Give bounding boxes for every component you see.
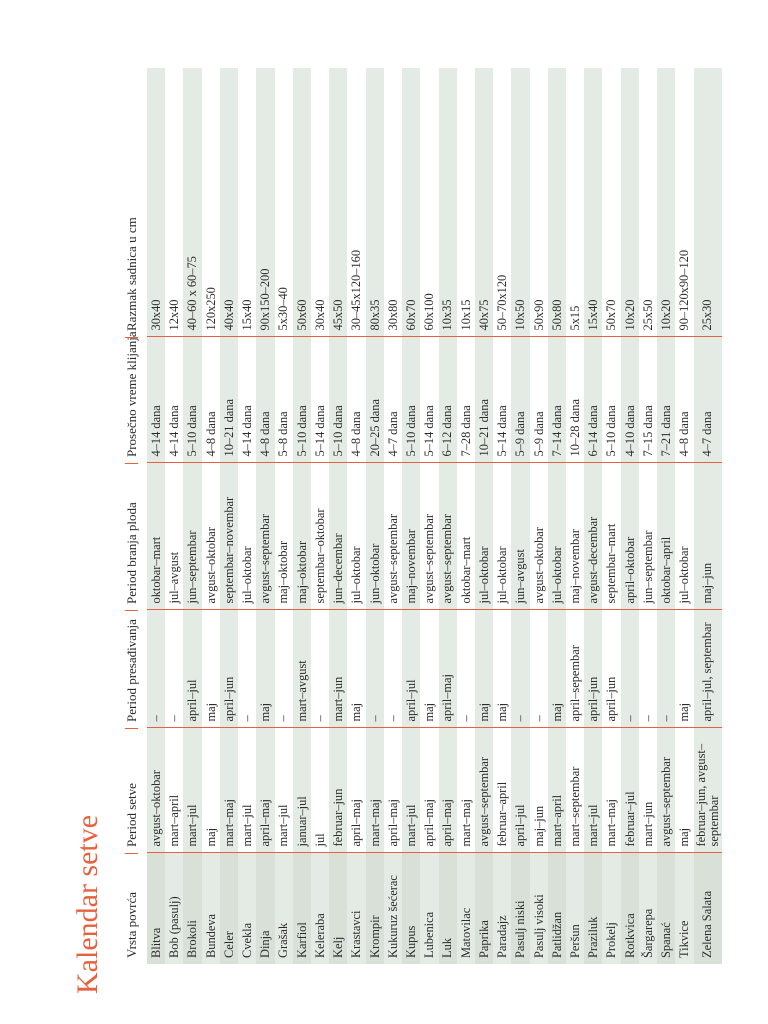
cell-harvest-period: jul–oktobar <box>548 463 566 610</box>
cell-plant-spacing: 120x250 <box>203 287 218 331</box>
cell-plant-spacing: 10x35 <box>439 68 457 337</box>
cell-sowing-period: avgust–septembar <box>657 728 675 853</box>
cell-germination-time: 4–14 dana <box>165 337 183 463</box>
cell-sowing-period: februar–jun <box>329 728 347 853</box>
cell-plant-spacing: 50x90 <box>531 299 546 331</box>
cell-sowing-period: mart–jul <box>402 728 420 853</box>
cell-vegetable-type: Grašak <box>275 853 293 964</box>
table-row <box>202 68 220 964</box>
cell-transplanting-period: – <box>511 610 529 728</box>
cell-plant-spacing: 10x15 <box>458 299 473 331</box>
cell-vegetable-type: Keleraba <box>311 853 329 964</box>
cell-transplanting-period: mart–jun <box>329 610 347 728</box>
cell-sowing-period: april–maj <box>384 728 402 853</box>
cell-harvest-period: avgust–septembar <box>256 463 274 610</box>
cell-transplanting-period: – <box>275 610 293 728</box>
cell-vegetable-type: Cvekla <box>238 853 256 964</box>
cell-germination-time: 4–8 dana <box>256 337 274 463</box>
header-harvest-period: Period branja ploda <box>116 463 147 610</box>
cell-transplanting-period: mart–avgust <box>293 610 311 728</box>
cell-sowing-period: februar–jul <box>621 728 639 853</box>
cell-plant-spacing: 40–60 x 60–75 <box>183 68 201 337</box>
cell-harvest-period: oktobar–mart <box>457 463 475 610</box>
cell-germination-time: 7–21 dana <box>657 337 675 463</box>
cell-harvest-period: jun–oktobar <box>366 463 384 610</box>
table-row <box>293 68 311 964</box>
cell-transplanting-period: maj <box>420 610 438 728</box>
cell-plant-spacing: 10x20 <box>621 68 639 337</box>
cell-germination-time: 10–21 dana <box>220 337 238 463</box>
table-row <box>165 68 183 964</box>
cell-harvest-period: jun–septembar <box>639 463 657 610</box>
cell-transplanting-period: april–maj <box>439 610 457 728</box>
cell-plant-spacing: 80x35 <box>366 68 384 337</box>
cell-plant-spacing: 40x75 <box>475 68 493 337</box>
cell-germination-time: 5–10 dana <box>602 337 620 463</box>
cell-harvest-period: avgust–decembar <box>584 463 602 610</box>
table-row <box>566 68 584 964</box>
cell-vegetable-type: Paprika <box>475 853 493 964</box>
cell-plant-spacing: 25x50 <box>640 299 655 331</box>
cell-sowing-period: avgust–oktobar <box>147 728 165 853</box>
cell-harvest-period: oktobar–april <box>657 463 675 610</box>
cell-vegetable-type: Praziluk <box>584 853 602 964</box>
cell-plant-spacing: 30x40 <box>147 68 165 337</box>
cell-germination-time: 5–10 dana <box>183 337 201 463</box>
cell-harvest-period: oktobar–mart <box>147 463 165 610</box>
cell-germination-time: 4–14 dana <box>147 337 165 463</box>
cell-vegetable-type: Kelj <box>329 853 347 964</box>
cell-vegetable-type: Peršun <box>566 853 584 964</box>
cell-plant-spacing: 30x40 <box>312 299 327 331</box>
cell-transplanting-period: – <box>457 610 475 728</box>
cell-vegetable-type: Karfiol <box>293 853 311 964</box>
cell-transplanting-period: april–jul <box>402 610 420 728</box>
cell-vegetable-type: Lubenica <box>420 853 438 964</box>
header-plant-spacing: Razmak sadnica u cm <box>123 217 139 331</box>
cell-transplanting-period: maj <box>675 610 693 728</box>
cell-vegetable-type: Bob (pasulj) <box>165 853 183 964</box>
cell-vegetable-type: Paradajz <box>493 853 511 964</box>
cell-plant-spacing: 50x60 <box>293 68 311 337</box>
cell-plant-spacing: 50x80 <box>548 68 566 337</box>
cell-germination-time: 7–14 dana <box>548 337 566 463</box>
cell-vegetable-type: Brokoli <box>183 853 201 964</box>
cell-plant-spacing: 10x50 <box>511 68 529 337</box>
cell-transplanting-period: maj <box>202 610 220 728</box>
cell-harvest-period: jun–avgust <box>511 463 529 610</box>
cell-germination-time: 5–14 dana <box>493 337 511 463</box>
cell-sowing-period: mart–maj <box>366 728 384 853</box>
cell-sowing-period: mart–jul <box>584 728 602 853</box>
cell-harvest-period: maj–novembar <box>566 463 584 610</box>
cell-germination-time: 5–9 dana <box>511 337 529 463</box>
cell-harvest-period: jul–oktobar <box>347 463 365 610</box>
table-row <box>384 68 402 964</box>
cell-sowing-period: april–jul <box>511 728 529 853</box>
cell-transplanting-period: april–jun <box>602 610 620 728</box>
cell-plant-spacing: 40x40 <box>220 68 238 337</box>
cell-harvest-period: jul–avgust <box>165 463 183 610</box>
cell-plant-spacing: 15x40 <box>584 68 602 337</box>
cell-sowing-period: mart–jul <box>183 728 201 853</box>
cell-sowing-period: april–maj <box>347 728 365 853</box>
table-row <box>657 68 675 964</box>
header-vegetable-type: Vrsta povrća <box>116 853 147 964</box>
cell-harvest-period: avgust–oktobar <box>202 463 220 610</box>
cell-germination-time: 4–8 dana <box>347 337 365 463</box>
table-row <box>602 68 620 964</box>
cell-transplanting-period: maj <box>548 610 566 728</box>
cell-transplanting-period: – <box>238 610 256 728</box>
cell-vegetable-type: Kupus <box>402 853 420 964</box>
cell-sowing-period: februar–april <box>493 728 511 853</box>
cell-vegetable-type: Pasulj niski <box>511 853 529 964</box>
cell-sowing-period: februar–jun, avgust–septembar <box>694 728 722 853</box>
cell-germination-time: 5–10 dana <box>293 337 311 463</box>
cell-harvest-period: jun–septembar <box>183 463 201 610</box>
cell-sowing-period: maj <box>202 728 220 853</box>
cell-germination-time: 4–8 dana <box>675 337 693 463</box>
table-body <box>147 68 722 964</box>
cell-sowing-period: jul <box>311 728 329 853</box>
cell-plant-spacing: 90x150–200 <box>256 68 274 337</box>
cell-vegetable-type: Kukuruz šećerac <box>384 853 402 964</box>
cell-sowing-period: maj <box>675 728 693 853</box>
cell-harvest-period: septembar–oktobar <box>311 463 329 610</box>
table-row <box>475 68 493 964</box>
cell-sowing-period: april–maj <box>439 728 457 853</box>
cell-vegetable-type: Blitva <box>147 853 165 964</box>
cell-plant-spacing: 5x15 <box>567 305 582 331</box>
table-row <box>639 68 657 964</box>
cell-transplanting-period: – <box>639 610 657 728</box>
cell-vegetable-type: Dinja <box>256 853 274 964</box>
table-row <box>621 68 639 964</box>
cell-transplanting-period: april–jul, septembar <box>694 610 722 728</box>
table-row <box>183 68 201 964</box>
planting-calendar <box>116 68 721 964</box>
cell-sowing-period: mart–maj <box>602 728 620 853</box>
cell-transplanting-period: maj <box>493 610 511 728</box>
cell-sowing-period: mart–april <box>548 728 566 853</box>
cell-germination-time: 4–7 dana <box>384 337 402 463</box>
header-sowing-period: Period setve <box>116 728 147 853</box>
cell-germination-time: 5–14 dana <box>420 337 438 463</box>
cell-germination-time: 4–14 dana <box>238 337 256 463</box>
table-row <box>220 68 238 964</box>
table-row <box>548 68 566 964</box>
cell-plant-spacing: 10x20 <box>657 68 675 337</box>
cell-transplanting-period: – <box>165 610 183 728</box>
table-row <box>420 68 438 964</box>
cell-sowing-period: mart–april <box>165 728 183 853</box>
cell-transplanting-period: maj <box>347 610 365 728</box>
cell-plant-spacing: 50x70 <box>604 299 619 331</box>
cell-transplanting-period: april–sepembar <box>566 610 584 728</box>
cell-transplanting-period: – <box>366 610 384 728</box>
cell-harvest-period: maj–novembar <box>402 463 420 610</box>
cell-vegetable-type: Šargarepa <box>639 853 657 964</box>
cell-harvest-period: avgust–oktobar <box>530 463 548 610</box>
header-germination-time: Prosečno vreme klijanja <box>116 337 147 463</box>
cell-germination-time: 10–21 dana <box>475 337 493 463</box>
cell-harvest-period: jul–oktobar <box>238 463 256 610</box>
cell-sowing-period: april–maj <box>420 728 438 853</box>
table-row <box>493 68 511 964</box>
cell-plant-spacing: 30x80 <box>385 299 400 331</box>
table-row <box>147 68 165 964</box>
table-row <box>366 68 384 964</box>
cell-transplanting-period: – <box>311 610 329 728</box>
table-row <box>311 68 329 964</box>
table-row <box>275 68 293 964</box>
table-row <box>329 68 347 964</box>
cell-plant-spacing: 30–45x120–160 <box>349 249 364 331</box>
cell-plant-spacing: 25x30 <box>694 68 722 337</box>
cell-harvest-period: april–oktobar <box>621 463 639 610</box>
cell-harvest-period: septembar–mart <box>602 463 620 610</box>
cell-transplanting-period: – <box>384 610 402 728</box>
cell-transplanting-period: maj <box>475 610 493 728</box>
cell-transplanting-period: – <box>530 610 548 728</box>
table-row <box>347 68 365 964</box>
cell-harvest-period: jul–oktobar <box>475 463 493 610</box>
cell-germination-time: 4–10 dana <box>621 337 639 463</box>
table-row <box>238 68 256 964</box>
cell-germination-time: 6–14 dana <box>584 337 602 463</box>
cell-vegetable-type: Bundeva <box>202 853 220 964</box>
cell-germination-time: 7–15 dana <box>639 337 657 463</box>
table-row <box>439 68 457 964</box>
cell-vegetable-type: Rotkvica <box>621 853 639 964</box>
cell-plant-spacing: 45x50 <box>329 68 347 337</box>
cell-plant-spacing: 15x40 <box>240 299 254 331</box>
cell-vegetable-type: Luk <box>439 853 457 964</box>
cell-vegetable-type: Matovilac <box>457 853 475 964</box>
cell-sowing-period: maj–jun <box>530 728 548 853</box>
cell-vegetable-type: Pasulj visoki <box>530 853 548 964</box>
cell-transplanting-period: april–jul <box>183 610 201 728</box>
cell-transplanting-period: – <box>147 610 165 728</box>
cell-transplanting-period: april–jun <box>220 610 238 728</box>
cell-harvest-period: maj–oktobar <box>275 463 293 610</box>
cell-transplanting-period: april–jun <box>584 610 602 728</box>
cell-germination-time: 5–9 dana <box>530 337 548 463</box>
table-row <box>675 68 693 964</box>
cell-vegetable-type: Krastavci <box>347 853 365 964</box>
cell-harvest-period: avgust–septembar <box>384 463 402 610</box>
table-row <box>256 68 274 964</box>
cell-vegetable-type: Prokelj <box>602 853 620 964</box>
cell-plant-spacing: 12x40 <box>167 299 182 331</box>
header-row <box>116 68 147 964</box>
cell-plant-spacing: 60x100 <box>422 293 437 331</box>
cell-germination-time: 4–7 dana <box>694 337 722 463</box>
cell-harvest-period: septembar–novembar <box>220 463 238 610</box>
cell-germination-time: 5–10 dana <box>329 337 347 463</box>
cell-germination-time: 4–8 dana <box>202 337 220 463</box>
cell-plant-spacing: 5x30–40 <box>276 287 291 331</box>
cell-transplanting-period: – <box>621 610 639 728</box>
table-row <box>511 68 529 964</box>
table-row <box>457 68 475 964</box>
table-header <box>116 68 147 964</box>
cell-harvest-period: jun–decembar <box>329 463 347 610</box>
cell-sowing-period: mart–jul <box>238 728 256 853</box>
cell-sowing-period: mart–maj <box>220 728 238 853</box>
cell-vegetable-type: Spanać <box>657 853 675 964</box>
cell-sowing-period: mart–septembar <box>566 728 584 853</box>
cell-vegetable-type: Patlidžan <box>548 853 566 964</box>
header-transplanting-period: Period presađivanja <box>116 610 147 728</box>
cell-plant-spacing: 60x70 <box>402 68 420 337</box>
cell-vegetable-type: Krompir <box>366 853 384 964</box>
cell-germination-time: 10–28 dana <box>566 337 584 463</box>
cell-vegetable-type: Zelena Salata <box>694 853 722 964</box>
cell-harvest-period: jul–oktobar <box>675 463 693 610</box>
cell-harvest-period: maj–oktobar <box>293 463 311 610</box>
cell-vegetable-type: Tikvice <box>675 853 693 964</box>
cell-harvest-period: maj–jun <box>694 463 722 610</box>
cell-sowing-period: avgust–septembar <box>475 728 493 853</box>
cell-sowing-period: april–maj <box>256 728 274 853</box>
planting-calendar-table <box>116 68 722 964</box>
cell-harvest-period: avgust–septembar <box>439 463 457 610</box>
cell-harvest-period: jul–oktobar <box>493 463 511 610</box>
cell-harvest-period: avgust–septembar <box>420 463 438 610</box>
cell-germination-time: 5–10 dana <box>402 337 420 463</box>
cell-plant-spacing: 50–70x120 <box>495 274 510 331</box>
cell-germination-time: 20–25 dana <box>366 337 384 463</box>
cell-sowing-period: mart–jun <box>639 728 657 853</box>
cell-plant-spacing: 90–120x90–120 <box>677 249 692 331</box>
page-title: Kalendar setve <box>71 814 104 994</box>
table-row <box>694 68 722 964</box>
cell-sowing-period: mart–jul <box>275 728 293 853</box>
cell-transplanting-period: – <box>657 610 675 728</box>
cell-germination-time: 5–14 dana <box>311 337 329 463</box>
table-row <box>402 68 420 964</box>
cell-sowing-period: januar–jul <box>293 728 311 853</box>
cell-sowing-period: mart–maj <box>457 728 475 853</box>
cell-vegetable-type: Celer <box>220 853 238 964</box>
table-row <box>530 68 548 964</box>
cell-germination-time: 5–8 dana <box>275 337 293 463</box>
table-row <box>584 68 602 964</box>
cell-germination-time: 7–28 dana <box>457 337 475 463</box>
cell-germination-time: 6–12 dana <box>439 337 457 463</box>
cell-transplanting-period: maj <box>256 610 274 728</box>
